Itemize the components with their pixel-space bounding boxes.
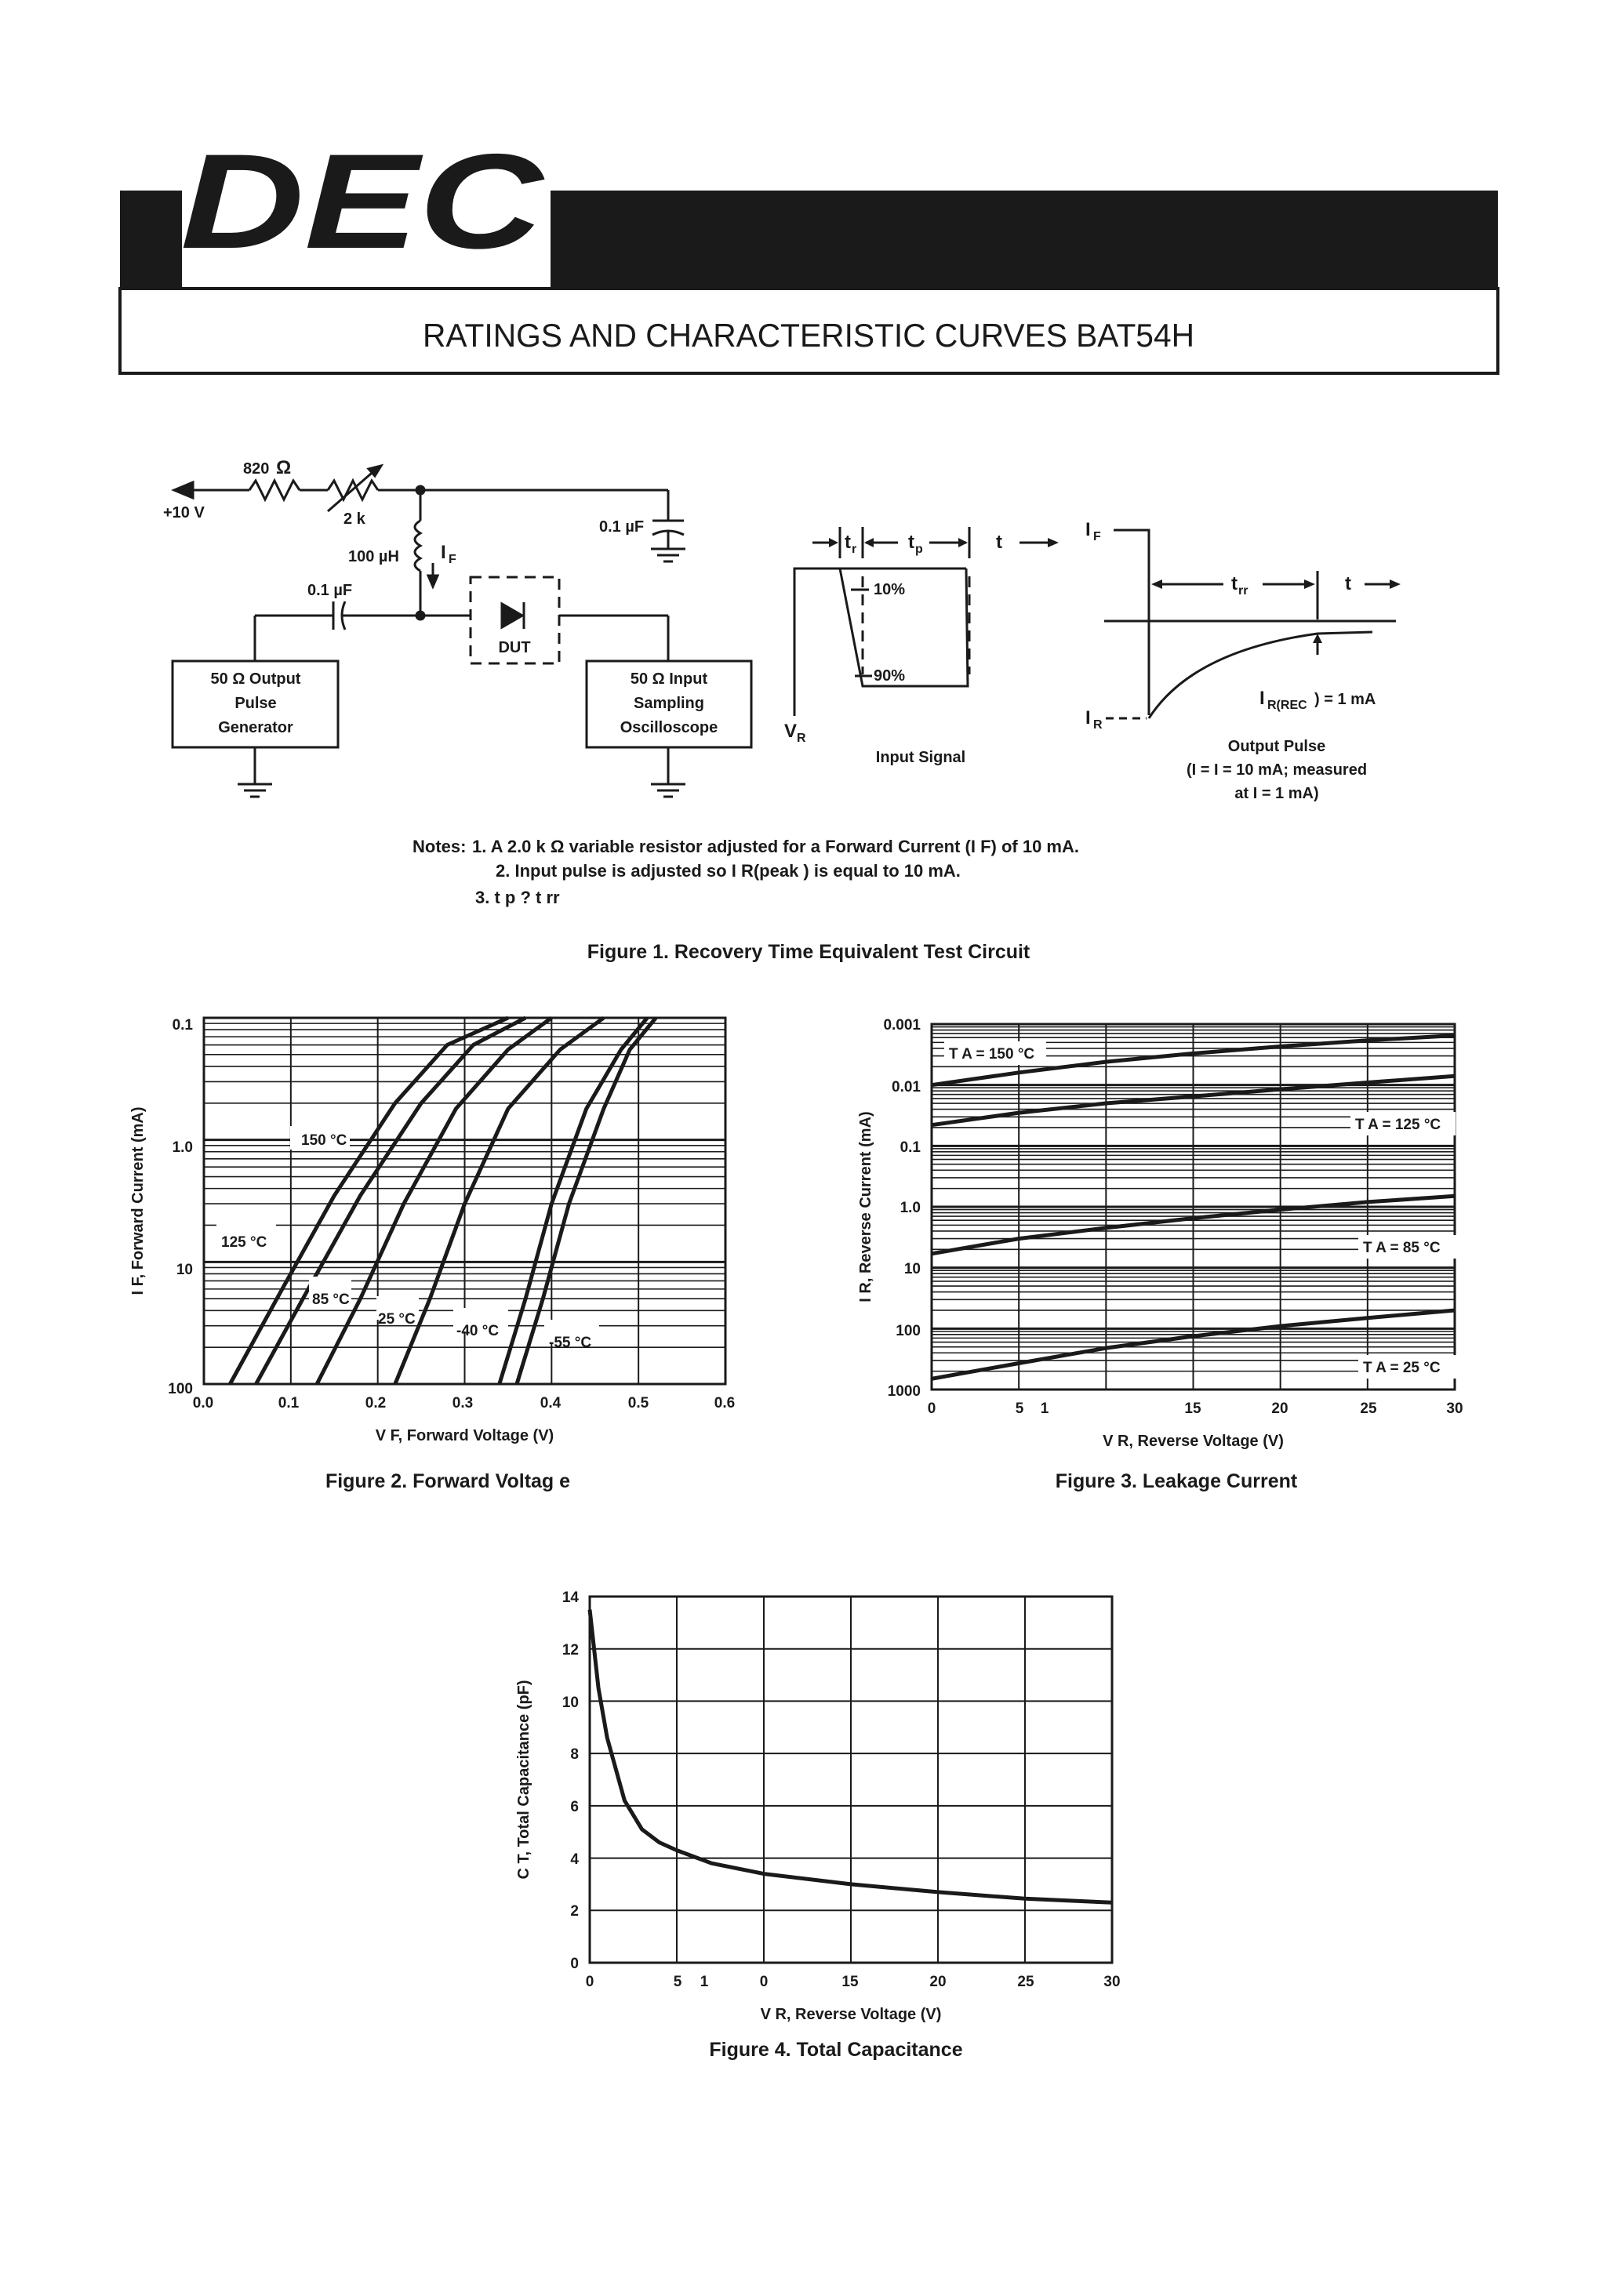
label-tp-sub: p bbox=[915, 543, 923, 556]
x-tick-label: 0.3 bbox=[452, 1395, 473, 1411]
logo-text: DEC bbox=[180, 126, 546, 277]
y-tick-label: 0.01 bbox=[892, 1079, 921, 1095]
label-vr-sub: R bbox=[797, 732, 806, 745]
y-tick-label: 10 bbox=[562, 1695, 579, 1711]
note-3: 3. t p ? t rr bbox=[475, 888, 560, 907]
tr-arrow-icon bbox=[829, 538, 838, 547]
figure2-caption: Figure 2. Forward Voltag e bbox=[325, 1470, 570, 1492]
label-out-if: I bbox=[1085, 519, 1091, 540]
label-trr: t bbox=[1231, 573, 1238, 594]
tp-arrow-right-icon bbox=[958, 538, 968, 547]
t-output-arrow-icon bbox=[1390, 579, 1401, 589]
figure3-leakage-current-chart bbox=[857, 1017, 1463, 1450]
x-tick-label: 20 bbox=[1271, 1400, 1288, 1417]
resistor-820-icon bbox=[249, 481, 300, 500]
gen-line-2: Pulse bbox=[234, 695, 276, 712]
y-tick-label: 2 bbox=[570, 1903, 579, 1920]
x-tick-label: 30 bbox=[1446, 1400, 1463, 1417]
scope-line-2: Sampling bbox=[634, 695, 704, 712]
label-r1: 820 bbox=[243, 460, 269, 478]
gen-line-1: 50 Ω Output bbox=[211, 670, 301, 688]
x-tick-label: 0.6 bbox=[714, 1395, 735, 1411]
y-tick-label: 100 bbox=[168, 1381, 193, 1397]
label-tp: t bbox=[908, 532, 914, 553]
series-label: T A = 150 °C bbox=[949, 1046, 1034, 1063]
series-label: 150 °C bbox=[301, 1132, 347, 1149]
label-tr-sub: r bbox=[852, 543, 856, 556]
label-10pct: 10% bbox=[874, 581, 905, 598]
x-axis-title: V R, Reverse Voltage (V) bbox=[1103, 1433, 1284, 1450]
series-label: 25 °C bbox=[378, 1311, 416, 1328]
tp-arrow-left-icon bbox=[864, 538, 874, 547]
y-tick-label: 6 bbox=[570, 1799, 579, 1815]
x-tick-label: 15 bbox=[1184, 1400, 1201, 1417]
y-tick-label: 8 bbox=[570, 1746, 579, 1763]
y-tick-label: 1.0 bbox=[900, 1200, 921, 1216]
y-tick-label: 1.0 bbox=[173, 1139, 193, 1156]
y-tick-label: 100 bbox=[896, 1323, 921, 1339]
y-tick-label: 0.1 bbox=[900, 1139, 921, 1156]
figure2-forward-voltage-chart bbox=[129, 1017, 735, 1444]
page-title: RATINGS AND CHARACTERISTIC CURVES BAT54H bbox=[423, 317, 1194, 354]
series-label: 85 °C bbox=[312, 1292, 350, 1308]
output-pulse-diagram bbox=[1104, 530, 1396, 718]
label-irrec: I bbox=[1259, 688, 1265, 709]
scope-line-3: Oscilloscope bbox=[620, 719, 718, 736]
output-caption-3: at I = 1 mA) bbox=[1234, 785, 1318, 802]
output-caption-1: Output Pulse bbox=[1228, 738, 1325, 755]
label-dut: DUT bbox=[498, 639, 530, 656]
gen-line-3: Generator bbox=[218, 719, 293, 736]
y-tick-label: 14 bbox=[562, 1589, 580, 1606]
label-t-input: t bbox=[996, 532, 1002, 553]
supply-arrow-icon bbox=[174, 482, 193, 498]
pot-arrow-line bbox=[328, 469, 376, 511]
header bbox=[120, 126, 1498, 373]
label-t-output: t bbox=[1345, 573, 1351, 594]
figure1-notes bbox=[413, 837, 1079, 907]
x-tick-label: 20 bbox=[929, 1974, 946, 1990]
label-if-sub: F bbox=[449, 553, 456, 566]
x-tick-label: 0.2 bbox=[365, 1395, 386, 1411]
figure4-caption: Figure 4. Total Capacitance bbox=[709, 2039, 962, 2061]
trr-arrow-right-icon bbox=[1304, 579, 1315, 589]
label-vr: V bbox=[784, 721, 797, 742]
x-tick-label: 0 bbox=[760, 1974, 769, 1990]
y-tick-label: 0.001 bbox=[883, 1017, 921, 1034]
label-irrec-val: ) = 1 mA bbox=[1314, 691, 1376, 708]
series-label: -55 °C bbox=[549, 1335, 591, 1351]
x-tick-label: 30 bbox=[1103, 1974, 1120, 1990]
label-trr-sub: rr bbox=[1238, 584, 1248, 598]
input-signal-caption: Input Signal bbox=[876, 749, 965, 766]
inductor-icon bbox=[415, 521, 420, 571]
label-cap-left: 0.1 µF bbox=[307, 582, 352, 599]
series-label: -40 °C bbox=[456, 1323, 499, 1339]
label-ohm: Ω bbox=[276, 457, 291, 478]
x-tick-label: 0.1 bbox=[278, 1395, 300, 1411]
x-tick-label: 0.4 bbox=[540, 1395, 562, 1411]
y-tick-label: 10 bbox=[904, 1261, 921, 1277]
x-tick-label: 5 bbox=[674, 1974, 682, 1990]
x-tick-label: 15 bbox=[841, 1974, 859, 1990]
x-tick-label: 0 bbox=[586, 1974, 594, 1990]
label-supply: +10 V bbox=[163, 504, 205, 521]
y-tick-label: 12 bbox=[562, 1642, 579, 1658]
y-tick-label: 4 bbox=[570, 1851, 579, 1868]
figure1-caption: Figure 1. Recovery Time Equivalent Test Circuit bbox=[587, 941, 1030, 963]
t-arrow-icon bbox=[1048, 538, 1059, 547]
notes-label: Notes: bbox=[413, 837, 466, 856]
y-tick-label: 10 bbox=[176, 1262, 193, 1278]
label-if: I bbox=[441, 542, 446, 563]
label-pot: 2 k bbox=[343, 510, 366, 528]
label-tr: t bbox=[845, 532, 851, 553]
series-label: T A = 125 °C bbox=[1355, 1117, 1441, 1133]
y-axis-title: I F, Forward Current (mA) bbox=[129, 1106, 147, 1295]
x-tick-label: 25 bbox=[1360, 1400, 1377, 1417]
y-tick-label: 1000 bbox=[888, 1383, 921, 1400]
y-axis-title: C T, Total Capacitance (pF) bbox=[515, 1680, 532, 1879]
label-out-if-sub: F bbox=[1093, 530, 1101, 543]
x-axis-title: V R, Reverse Voltage (V) bbox=[761, 2006, 942, 2023]
x-tick-label: 1 bbox=[700, 1974, 709, 1990]
scope-line-1: 50 Ω Input bbox=[631, 670, 708, 688]
figure3-caption: Figure 3. Leakage Current bbox=[1056, 1470, 1298, 1492]
output-pulse-edge bbox=[1114, 530, 1149, 715]
series-label: 125 °C bbox=[221, 1234, 267, 1251]
output-pulse-labels bbox=[1085, 519, 1376, 802]
label-out-ir: I bbox=[1085, 707, 1091, 728]
figure1-circuit bbox=[173, 466, 751, 797]
label-irrec-sub: R(REC bbox=[1267, 699, 1307, 712]
x-tick-label: 0.5 bbox=[628, 1395, 649, 1411]
x-tick-label: 5 bbox=[1016, 1400, 1024, 1417]
x-axis-title: V F, Forward Voltage (V) bbox=[376, 1427, 554, 1444]
series-label: T A = 85 °C bbox=[1363, 1240, 1441, 1256]
diode-icon bbox=[502, 604, 522, 627]
x-tick-label: 1 bbox=[1041, 1400, 1049, 1417]
x-tick-label: 25 bbox=[1017, 1974, 1034, 1990]
output-pulse-arrows bbox=[1151, 579, 1401, 643]
output-caption-2: (I = I = 10 mA; measured bbox=[1187, 761, 1367, 779]
y-axis-title: I R, Reverse Current (mA) bbox=[857, 1111, 874, 1302]
figure4-total-capacitance-chart bbox=[515, 1589, 1121, 2023]
label-inductor: 100 µH bbox=[348, 548, 399, 565]
x-tick-label: 0 bbox=[928, 1400, 936, 1417]
note-2: 2. Input pulse is adjusted so I R(peak ) is equal to 10 mA. bbox=[496, 861, 961, 881]
label-cap-right: 0.1 µF bbox=[599, 518, 644, 536]
series-label: T A = 25 °C bbox=[1363, 1360, 1441, 1376]
x-tick-label: 0.0 bbox=[193, 1395, 213, 1411]
label-out-ir-sub: R bbox=[1093, 718, 1103, 732]
if-arrow-icon bbox=[428, 576, 438, 587]
label-90pct: 90% bbox=[874, 667, 905, 685]
note-1: 1. A 2.0 k Ω variable resistor adjusted for a Forward Current (I F) of 10 mA. bbox=[472, 837, 1079, 856]
y-tick-label: 0.1 bbox=[173, 1017, 194, 1034]
figure1-circuit-labels bbox=[163, 457, 718, 736]
y-tick-label: 0 bbox=[570, 1956, 579, 1972]
trr-arrow-left-icon bbox=[1151, 579, 1162, 589]
